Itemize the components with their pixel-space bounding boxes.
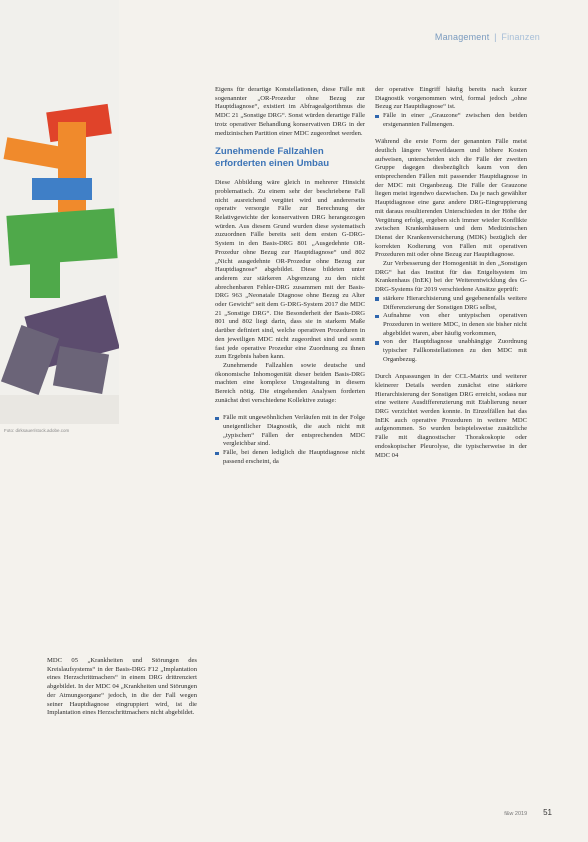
page-number: 51	[543, 808, 552, 817]
paragraph: Eigens für derartige Konstellationen, diese Fälle mit sogenannter „OR-Prozedur ohne Bezug zur Hauptdiagnose“, existiert im Abfragealgorithmus die MDC 21 „Sonstige DRG“. Sonst würden derartige Fälle trotz operativer Behandlung konservativen DRG in der medizinischen Partition einer MDC zugeordnet werden.	[215, 86, 365, 137]
bullet-item: Fälle mit ungewöhnlichen Verläufen mit in der Folge uneigentlicher Diagnostik, die auch nicht mit „typischen“ Fällen der entsprechenden MDC vergleichbar sind.	[215, 414, 365, 449]
paragraph: der operative Eingriff häufig bereits nach kurzer Diagnostik vorgenommen wird, formal jedoch „ohne Bezug zur Hauptdiagnose“ ist.	[375, 86, 527, 111]
bullet-item: von der Hauptdiagnose unabhängige Zuordnung typischer Fallkonstellationen zu den MDC mit Organbezug.	[375, 338, 527, 364]
paragraph: Zunehmende Fallzahlen sowie deutsche und ökonomische Inhomogenität dieser beiden Basis-DRG machten eine komplexe Umgestaltung in diesem Bereich nötig. Die eingehenden Analysen forderten zunächst drei verschiedene Kollektive zutage:	[215, 361, 365, 404]
block-green	[6, 208, 117, 265]
building-blocks-photo	[0, 0, 119, 424]
bullet-item: Aufnahme von eher untypischen operativen Prozeduren in weitere MDC, in denen sie bisher nicht abgebildet waren, aber häufig vorkommen,	[375, 312, 527, 338]
bullet-item: stärkere Hierarchisierung und gegebenenfalls weitere Differenzierung der Sonstigen DRG selbst,	[375, 295, 527, 312]
magazine-label: f&w 2019	[504, 811, 528, 817]
section-header	[435, 32, 540, 42]
block-blue	[32, 178, 92, 200]
section-label: Management	[434, 32, 490, 42]
column-left	[47, 657, 197, 718]
paragraph: MDC 05 „Krankheiten und Störungen des Kreislaufsystems“ in der Basis-DRG F12 „Implantation eines Herzschrittmachers“ in einem DRG drittrenziert abgebildet. In der MDC 04 „Krankheiten und Störungen der Atmungsorgane“ jedoch, in die der Fall wegen seiner Hauptdiagnose eingruppiert wird, ist die Implantation eines Herzschrittmachers nicht abgebildet.	[47, 657, 197, 717]
section-heading: Zunehmende Fallzahlen erforderten einen Umbau	[215, 146, 330, 169]
building-blocks-illustration	[0, 0, 119, 424]
photo-credit: Foto: dirksauer/stock.adobe.com	[4, 428, 70, 433]
paragraph: Durch Anpassungen in der CCL-Matrix und weiterer kleinerer Details werden zunächst eine stärkere Hierarchisierung der Sonstigen DRG erreicht, sodass nur eine weitere Ausdifferenzierung mit Etablierung neuer DRG verzichtet werden konnte. In Einzelfällen hat das InEK auch operative Prozeduren in weitere MDC aufgenommen. So wurden beispielsweise zusätzliche Fälle mit diagnostischer Thorakoskopie oder endoskopischer Pleurolyse, die typischerweise in der MDC 04	[375, 373, 527, 459]
header-separator: |	[494, 32, 497, 42]
block-green-2	[30, 250, 60, 298]
page-footer	[504, 808, 552, 817]
subsection-label: Finanzen	[501, 32, 540, 42]
bullet-item: Fälle in einer „Grauzone“ zwischen den beiden erstgenannten Fallmengen.	[375, 112, 527, 129]
paragraph: Zur Verbesserung der Homogenität in den „Sonstigen DRG“ hat das Institut für das Entgeltsystem im Krankenhaus (InEK) bei der Weiterentwicklung des G-DRG-Systems für 2019 verschiedene Ansätze geprüft:	[375, 260, 527, 294]
column-middle	[215, 86, 365, 466]
paragraph: Während die erste Form der genannten Fälle meist deutlich längere Verweildauern und höhere Kosten aufweisen, unterscheiden sich die Fälle der zweiten Gruppe dagegen diesbezüglich kaum von den entsprechenden Fällen mit passender Hauptdiagnose in der MDC mit Organbezug. Die Fälle der Grauzone liegen meist irgendwo dazwischen. Da je nach gewählter Hauptdiagnose eine ganz andere DRG-Eingruppierung mit daraus resultierenden Unterschieden in der Höhe der Vergütung erfolgt, ergeben sich immer wieder Konflikte zwischen Krankenhäusern und dem Medizinischen Dienst der Krankenversicherung (MDK) bezüglich der korrekten Kodierung von Fällen mit operativen Prozeduren mit oder ohne Bezug zur Hauptdiagnose.	[375, 138, 527, 259]
column-right	[375, 86, 527, 460]
bullet-item: Fälle, bei denen lediglich die Hauptdiagnose nicht passend erscheint, da	[215, 449, 365, 466]
block-dark	[53, 346, 109, 394]
paragraph: Diese Abbildung wäre gleich in mehrerer Hinsicht problematisch. Zu einem sehr der beschriebene Fall nicht ausreichend vergütet wird und andererseits operativ versorgte Fälle zur Berechnung der Relativgewichte der konservativen DRG herangezogen würden. Aus diesem Grund wurden diese systematisch zuzuordnen Fälle bereits seit dem ersten G-DRG-System in den Basis-DRG 801 „Ausgedehnte OR-Prozedur ohne Bezug zur Hauptdiagnose“ und 802 „Nicht ausgedehnte OR-Prozedur ohne Bezug zur Hauptdiagnose“ abgebildet. Diese bildeten unter anderem zur stärkeren Abgrenzung zu den nicht abrechenbaren Fehler-DRG zusammen mit der Basis-DRG 963 „Neonatale Diagnose ohne Bezug zu Alter oder Gewicht“ seit dem G-DRG-System 2017 die MDC 21 „Sonstige DRG“. Die Besonderheit der Basis-DRG 801 und 802 liegt darin, dass sie in starkem Maße darüber definiert sind, welche operativen Prozeduren in den jeweiligen MDC nicht zugeordnet sind und somit fast jede operative Prozedur eine Zuordnung zu ihnen zum Ergebnis haben kann.	[215, 179, 365, 361]
